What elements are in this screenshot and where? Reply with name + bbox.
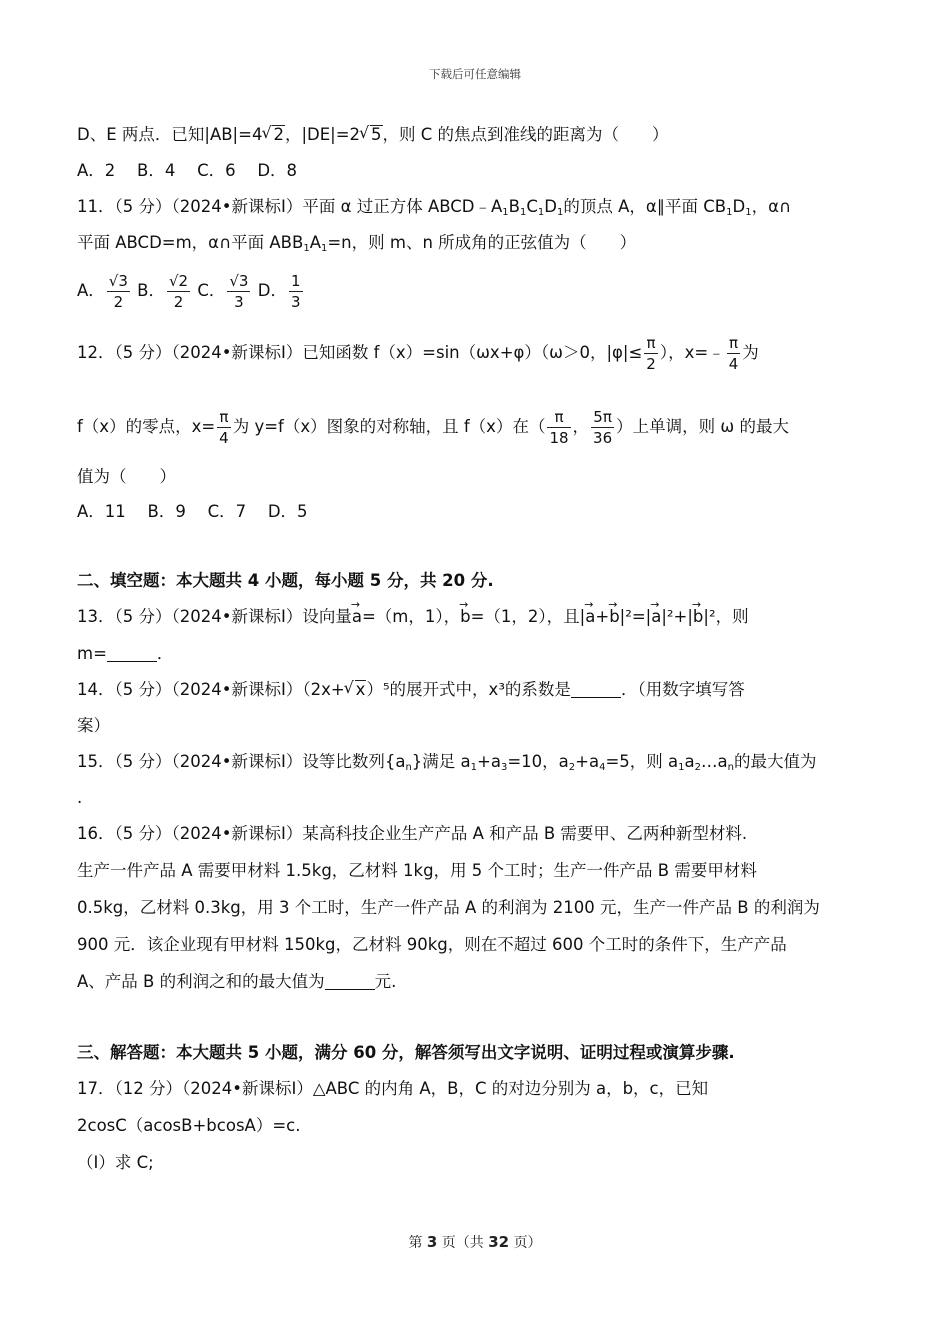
page-total: 32 bbox=[488, 1233, 510, 1251]
q10-text: D、E 两点．已知 bbox=[77, 125, 205, 144]
page-header-watermark: 下载后可任意编辑 bbox=[429, 67, 521, 81]
q11-option-d[interactable]: D． $\frac{1}{3}$ bbox=[257, 272, 301, 311]
sqrt-5: √ 5 bbox=[361, 122, 383, 148]
q17-line1: 17．（12 分）（2024•新课标Ⅰ）△ABC 的内角 A，B，C 的对边分别为 a，b，c，已知 bbox=[77, 1079, 709, 1098]
q15-line1: 15．（5 分）（2024•新课标Ⅰ）设等比数列$\{a_n\}$满足 $a_1+a_3=10$，$a_2+a_4=5$，则 $a_1a_2\dots a_n$的最大值为 bbox=[77, 752, 817, 773]
q16-line2: 生产一件产品 A 需要甲材料 1.5kg，乙材料 1kg，用 5 个工时；生产一件产品 B 需要甲材料 bbox=[77, 861, 757, 880]
q16-line3: 0.5kg，乙材料 0.3kg，用 3 个工时，生产一件产品 A 的利润为 2100 元，生产一件产品 B 的利润为 bbox=[77, 898, 820, 917]
q15-line2: . bbox=[77, 788, 83, 807]
q16-line4: 900 元．该企业现有甲材料 150kg，乙材料 90kg，则在不超过 600 个工时的条件下，生产产品 bbox=[77, 935, 787, 954]
page-footer: 第 3 页（共 32 页） bbox=[408, 1233, 542, 1251]
section2-title: 二、填空题：本大题共 4 小题，每小题 5 分，共 20 分. bbox=[77, 571, 494, 590]
page-number: 3 bbox=[426, 1233, 438, 1251]
q14-line1: 14．（5 分）（2024•新课标Ⅰ）（2x+√ x）⁵的展开式中，x³的系数是 ．（用数字填写答 bbox=[77, 677, 883, 703]
answer-blank[interactable] bbox=[571, 679, 621, 698]
q17-line2: 2cosC（acosB+bcosA）=c. bbox=[77, 1116, 301, 1135]
q11-options bbox=[77, 268, 883, 314]
q16-line5: A、产品 B 的利润之和的最大值为 元. bbox=[77, 972, 397, 991]
q17-line3: （Ⅰ）求 C; bbox=[77, 1153, 154, 1172]
q10-de: ，|DE|=2 bbox=[284, 125, 361, 144]
q11-line2: 平面 ABCD=m，α∩平面 $ABB_1A_1=n$，则 m、n 所成角的正弦值为（ ） bbox=[77, 233, 637, 254]
q12-line1: 12．（5 分）（2024•新课标Ⅰ）已知函数 f（x）=sin（ωx+φ）（ω＞0，|φ|≤ $\frac{\pi}{2}$ ），x=﹣ $\frac{\pi}{4}$ 为 bbox=[77, 334, 759, 373]
q10-options: A．2 B．4 C．6 D．8 bbox=[77, 161, 298, 180]
q12-line2: f（x）的零点，x= $\frac{\pi}{4}$ 为 y=f（x）图象的对称轴，且 f（x）在（ $\frac{\pi}{18}$ ， $\frac{5\pi}{36}$ ）上单调，则 ω 的最大 bbox=[77, 408, 789, 447]
answer-blank[interactable] bbox=[107, 643, 157, 662]
answer-blank[interactable] bbox=[325, 971, 375, 990]
q12-options: A．11 B．9 C．7 D．5 bbox=[77, 502, 308, 521]
q11-option-c[interactable]: C． $\frac{√3}{3}$ bbox=[197, 272, 249, 311]
sqrt-2: √ 2 bbox=[263, 122, 285, 148]
q10-tail: ，则 C 的焦点到准线的距离为（ ） bbox=[382, 125, 669, 144]
q11-line1: 11．（5 分）（2024•新课标Ⅰ）平面 α 过正方体 $ABCD﹣A_1B_1C_1D_1$的顶点 A，α∥平面 $CB_1D_1$，α∩ bbox=[77, 197, 792, 218]
sqrt-x: √ x bbox=[346, 677, 367, 703]
q10-line bbox=[77, 122, 883, 148]
q14-line2: 案） bbox=[77, 716, 110, 735]
q13-line2: m= ． bbox=[77, 644, 174, 663]
q11-option-a[interactable]: A． $\frac{√3}{2}$ bbox=[77, 272, 128, 311]
q13-line1: 13．（5 分）（2024•新课标Ⅰ）设向量→ a=（m，1），→ b=（1，2），且|→ a+→ b|²=|→ a|²+|→ b|²，则 bbox=[77, 604, 883, 630]
section3-title: 三、解答题：本大题共 5 小题，满分 60 分，解答须写出文字说明、证明过程或演算步骤. bbox=[77, 1043, 735, 1062]
q12-line3: 值为（ ） bbox=[77, 467, 176, 486]
q11-option-b[interactable]: B． $\frac{√2}{2}$ bbox=[137, 272, 189, 311]
q16-line1: 16．（5 分）（2024•新课标Ⅰ）某高科技企业生产产品 A 和产品 B 需要甲、乙两种新型材料. bbox=[77, 824, 748, 843]
q10-ab: |AB|=4 bbox=[204, 125, 263, 144]
